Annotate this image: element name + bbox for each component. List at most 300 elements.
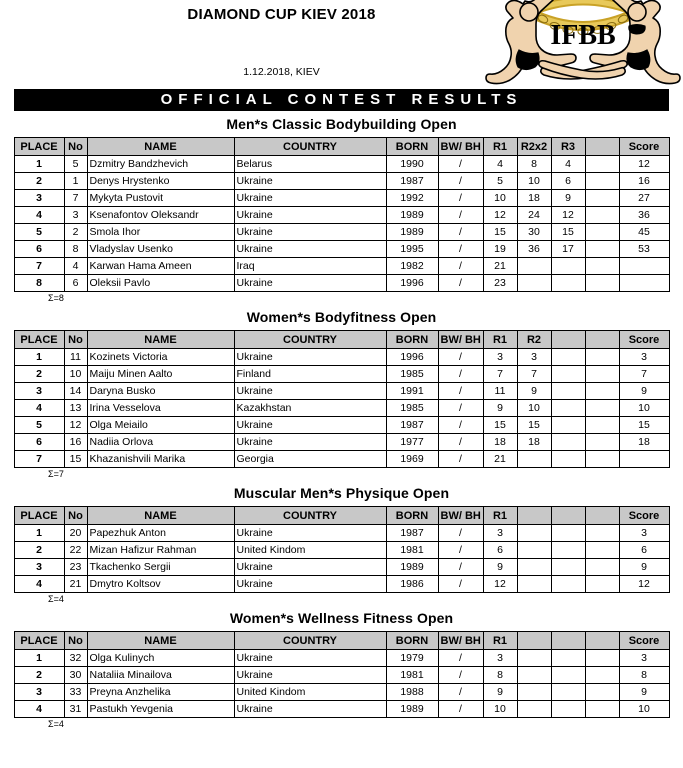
cell-no: 14 <box>64 383 87 400</box>
table-row <box>14 542 669 559</box>
cell-country: Ukraine <box>234 559 386 576</box>
cell-score: 3 <box>619 525 669 542</box>
cell-score: 3 <box>619 349 669 366</box>
column-header-place: PLACE <box>14 507 64 525</box>
cell-r3 <box>551 542 585 559</box>
cell-born: 1986 <box>386 576 438 593</box>
page-title: DIAMOND CUP KIEV 2018 <box>187 6 376 23</box>
entrant-count: Σ=4 <box>48 594 64 604</box>
table-row <box>14 701 669 718</box>
cell-name: Preyna Anzhelika <box>87 684 234 701</box>
cell-r3 <box>551 667 585 684</box>
cell-born: 1989 <box>386 207 438 224</box>
column-header-r2: R2x2 <box>517 138 551 156</box>
cell-place: 7 <box>14 258 64 275</box>
event-date: 1.12.2018, KIEV <box>243 66 320 78</box>
cell-bw-bh: / <box>438 258 483 275</box>
cell-extra <box>585 190 619 207</box>
cell-r1: 15 <box>483 224 517 241</box>
column-header-bw-bh: BW/ BH <box>438 331 483 349</box>
cell-r2: 24 <box>517 207 551 224</box>
cell-born: 1987 <box>386 173 438 190</box>
section-title: Women*s Wellness Fitness Open <box>229 610 454 626</box>
cell-extra <box>585 650 619 667</box>
cell-r2 <box>517 650 551 667</box>
cell-extra <box>585 451 619 468</box>
cell-no: 21 <box>64 576 87 593</box>
cell-place: 2 <box>14 173 64 190</box>
cell-name: Khazanishvili Marika <box>87 451 234 468</box>
cell-r3 <box>551 525 585 542</box>
cell-extra <box>585 525 619 542</box>
cell-bw-bh: / <box>438 156 483 173</box>
cell-r1: 9 <box>483 400 517 417</box>
cell-r1: 9 <box>483 559 517 576</box>
cell-extra <box>585 701 619 718</box>
cell-r1: 3 <box>483 650 517 667</box>
cell-r1: 6 <box>483 542 517 559</box>
cell-place: 3 <box>14 684 64 701</box>
table-row <box>14 451 669 468</box>
cell-score: 6 <box>619 542 669 559</box>
cell-no: 13 <box>64 400 87 417</box>
cell-bw-bh: / <box>438 366 483 383</box>
table-row <box>14 241 669 258</box>
cell-country: Iraq <box>234 258 386 275</box>
cell-extra <box>585 349 619 366</box>
column-header-country: COUNTRY <box>234 331 386 349</box>
entrant-count: Σ=4 <box>48 719 64 729</box>
column-header-r2 <box>517 632 551 650</box>
cell-score: 36 <box>619 207 669 224</box>
entrant-count: Σ=7 <box>48 469 64 479</box>
cell-born: 1989 <box>386 224 438 241</box>
cell-name: Vladyslav Usenko <box>87 241 234 258</box>
column-header-name: NAME <box>87 331 234 349</box>
cell-extra <box>585 207 619 224</box>
cell-extra <box>585 400 619 417</box>
cell-r3 <box>551 451 585 468</box>
cell-born: 1989 <box>386 701 438 718</box>
column-header-place: PLACE <box>14 331 64 349</box>
table-header-row <box>14 632 669 650</box>
cell-no: 4 <box>64 258 87 275</box>
cell-extra <box>585 224 619 241</box>
cell-r1: 19 <box>483 241 517 258</box>
table-row <box>14 207 669 224</box>
cell-no: 30 <box>64 667 87 684</box>
section-title: Men*s Classic Bodybuilding Open <box>226 116 457 132</box>
cell-name: Olga Kulinych <box>87 650 234 667</box>
cell-r2: 10 <box>517 400 551 417</box>
column-header-country: COUNTRY <box>234 138 386 156</box>
cell-born: 1969 <box>386 451 438 468</box>
official-contest-results-banner: OFFICIAL CONTEST RESULTS <box>14 89 669 111</box>
cell-bw-bh: / <box>438 701 483 718</box>
column-header-extra <box>585 507 619 525</box>
cell-r2 <box>517 701 551 718</box>
cell-country: Ukraine <box>234 434 386 451</box>
cell-name: Daryna Busko <box>87 383 234 400</box>
cell-r1: 7 <box>483 366 517 383</box>
cell-bw-bh: / <box>438 173 483 190</box>
cell-r1: 23 <box>483 275 517 292</box>
cell-r1: 12 <box>483 576 517 593</box>
cell-no: 12 <box>64 417 87 434</box>
cell-r3 <box>551 434 585 451</box>
column-header-place: PLACE <box>14 632 64 650</box>
cell-country: Ukraine <box>234 207 386 224</box>
cell-r3: 15 <box>551 224 585 241</box>
column-header-no: No <box>64 331 87 349</box>
cell-score <box>619 451 669 468</box>
cell-place: 6 <box>14 241 64 258</box>
cell-country: Ukraine <box>234 701 386 718</box>
cell-bw-bh: / <box>438 684 483 701</box>
cell-no: 32 <box>64 650 87 667</box>
cell-no: 10 <box>64 366 87 383</box>
cell-name: Kozinets Victoria <box>87 349 234 366</box>
column-header-bw-bh: BW/ BH <box>438 507 483 525</box>
cell-score: 16 <box>619 173 669 190</box>
cell-r3: 9 <box>551 190 585 207</box>
cell-bw-bh: / <box>438 207 483 224</box>
cell-r2 <box>517 275 551 292</box>
cell-name: Olga Meiailo <box>87 417 234 434</box>
cell-name: Smola Ihor <box>87 224 234 241</box>
cell-r2: 15 <box>517 417 551 434</box>
cell-country: Ukraine <box>234 275 386 292</box>
cell-bw-bh: / <box>438 542 483 559</box>
column-header-r1: R1 <box>483 331 517 349</box>
results-table <box>14 330 670 468</box>
cell-bw-bh: / <box>438 224 483 241</box>
cell-score <box>619 275 669 292</box>
cell-r2: 18 <box>517 434 551 451</box>
cell-born: 1985 <box>386 400 438 417</box>
cell-r3 <box>551 383 585 400</box>
cell-score: 9 <box>619 684 669 701</box>
cell-no: 33 <box>64 684 87 701</box>
cell-country: Ukraine <box>234 224 386 241</box>
cell-bw-bh: / <box>438 434 483 451</box>
cell-born: 1995 <box>386 241 438 258</box>
column-header-score: Score <box>619 632 669 650</box>
cell-no: 16 <box>64 434 87 451</box>
table-row <box>14 667 669 684</box>
table-row <box>14 258 669 275</box>
cell-r3 <box>551 400 585 417</box>
cell-name: Ksenafontov Oleksandr <box>87 207 234 224</box>
cell-r2 <box>517 542 551 559</box>
cell-no: 23 <box>64 559 87 576</box>
cell-no: 5 <box>64 156 87 173</box>
cell-r1: 15 <box>483 417 517 434</box>
ifbb-logo <box>483 0 683 90</box>
cell-place: 2 <box>14 542 64 559</box>
cell-r2 <box>517 258 551 275</box>
cell-no: 22 <box>64 542 87 559</box>
cell-no: 3 <box>64 207 87 224</box>
cell-extra <box>585 667 619 684</box>
cell-born: 1987 <box>386 525 438 542</box>
cell-r1: 12 <box>483 207 517 224</box>
cell-r2 <box>517 667 551 684</box>
cell-bw-bh: / <box>438 349 483 366</box>
results-sections <box>0 113 683 732</box>
cell-r3 <box>551 559 585 576</box>
column-header-no: No <box>64 138 87 156</box>
cell-bw-bh: / <box>438 525 483 542</box>
cell-r1: 3 <box>483 349 517 366</box>
cell-extra <box>585 173 619 190</box>
cell-no: 1 <box>64 173 87 190</box>
cell-name: Nataliia Minailova <box>87 667 234 684</box>
table-header-row <box>14 331 669 349</box>
cell-country: Ukraine <box>234 576 386 593</box>
cell-name: Maiju Minen Aalto <box>87 366 234 383</box>
cell-r3 <box>551 366 585 383</box>
cell-score: 7 <box>619 366 669 383</box>
table-row <box>14 400 669 417</box>
cell-place: 1 <box>14 525 64 542</box>
cell-born: 1981 <box>386 667 438 684</box>
cell-r3 <box>551 417 585 434</box>
cell-born: 1979 <box>386 650 438 667</box>
results-section <box>0 607 683 730</box>
cell-score: 3 <box>619 650 669 667</box>
results-table <box>14 631 670 718</box>
cell-extra <box>585 559 619 576</box>
cell-r2: 3 <box>517 349 551 366</box>
cell-bw-bh: / <box>438 559 483 576</box>
results-section <box>0 306 683 480</box>
cell-bw-bh: / <box>438 400 483 417</box>
cell-country: Ukraine <box>234 190 386 207</box>
table-row <box>14 349 669 366</box>
results-table <box>14 506 670 593</box>
cell-bw-bh: / <box>438 576 483 593</box>
cell-r3 <box>551 576 585 593</box>
cell-place: 4 <box>14 400 64 417</box>
column-header-country: COUNTRY <box>234 632 386 650</box>
column-header-r1: R1 <box>483 507 517 525</box>
column-header-born: BORN <box>386 507 438 525</box>
table-row <box>14 275 669 292</box>
cell-born: 1982 <box>386 258 438 275</box>
cell-r3 <box>551 701 585 718</box>
cell-bw-bh: / <box>438 275 483 292</box>
cell-bw-bh: / <box>438 451 483 468</box>
column-header-no: No <box>64 507 87 525</box>
column-header-r3: R3 <box>551 138 585 156</box>
column-header-r1: R1 <box>483 138 517 156</box>
cell-name: Dzmitry Bandzhevich <box>87 156 234 173</box>
cell-country: Ukraine <box>234 525 386 542</box>
results-section <box>0 482 683 605</box>
cell-r2 <box>517 559 551 576</box>
cell-r2: 9 <box>517 383 551 400</box>
column-header-r3 <box>551 507 585 525</box>
cell-bw-bh: / <box>438 650 483 667</box>
cell-country: Kazakhstan <box>234 400 386 417</box>
column-header-bw-bh: BW/ BH <box>438 632 483 650</box>
column-header-born: BORN <box>386 138 438 156</box>
column-header-name: NAME <box>87 507 234 525</box>
cell-r2: 18 <box>517 190 551 207</box>
column-header-score: Score <box>619 507 669 525</box>
cell-score: 8 <box>619 667 669 684</box>
page-header <box>0 0 683 90</box>
cell-r1: 8 <box>483 667 517 684</box>
cell-r2: 7 <box>517 366 551 383</box>
cell-born: 1996 <box>386 349 438 366</box>
cell-no: 2 <box>64 224 87 241</box>
table-row <box>14 383 669 400</box>
section-title: Muscular Men*s Physique Open <box>233 485 450 501</box>
cell-born: 1992 <box>386 190 438 207</box>
cell-extra <box>585 156 619 173</box>
section-title: Women*s Bodyfitness Open <box>246 309 437 325</box>
cell-score: 10 <box>619 701 669 718</box>
cell-place: 5 <box>14 224 64 241</box>
cell-name: Karwan Hama Ameen <box>87 258 234 275</box>
cell-born: 1987 <box>386 417 438 434</box>
cell-born: 1985 <box>386 366 438 383</box>
cell-no: 8 <box>64 241 87 258</box>
column-header-extra <box>585 138 619 156</box>
cell-r3 <box>551 258 585 275</box>
cell-r1: 3 <box>483 525 517 542</box>
cell-r1: 10 <box>483 701 517 718</box>
cell-score: 45 <box>619 224 669 241</box>
cell-born: 1990 <box>386 156 438 173</box>
cell-born: 1988 <box>386 684 438 701</box>
column-header-bw-bh: BW/ BH <box>438 138 483 156</box>
cell-r2 <box>517 684 551 701</box>
cell-extra <box>585 542 619 559</box>
table-row <box>14 156 669 173</box>
table-row <box>14 650 669 667</box>
cell-extra <box>585 434 619 451</box>
cell-r1: 21 <box>483 258 517 275</box>
results-table <box>14 137 670 292</box>
cell-r2: 36 <box>517 241 551 258</box>
column-header-name: NAME <box>87 632 234 650</box>
column-header-extra <box>585 331 619 349</box>
cell-r2 <box>517 525 551 542</box>
cell-bw-bh: / <box>438 417 483 434</box>
cell-r3 <box>551 650 585 667</box>
cell-place: 3 <box>14 559 64 576</box>
column-header-r2: R2 <box>517 331 551 349</box>
table-row <box>14 173 669 190</box>
cell-country: Belarus <box>234 156 386 173</box>
table-header-row <box>14 138 669 156</box>
cell-born: 1991 <box>386 383 438 400</box>
cell-score: 9 <box>619 559 669 576</box>
cell-no: 11 <box>64 349 87 366</box>
cell-country: Ukraine <box>234 241 386 258</box>
cell-born: 1977 <box>386 434 438 451</box>
cell-name: Denys Hrystenko <box>87 173 234 190</box>
cell-r2: 30 <box>517 224 551 241</box>
cell-country: Georgia <box>234 451 386 468</box>
cell-no: 6 <box>64 275 87 292</box>
cell-r1: 18 <box>483 434 517 451</box>
cell-place: 8 <box>14 275 64 292</box>
table-row <box>14 366 669 383</box>
cell-r3 <box>551 275 585 292</box>
cell-extra <box>585 275 619 292</box>
column-header-born: BORN <box>386 331 438 349</box>
cell-place: 4 <box>14 701 64 718</box>
cell-r3: 6 <box>551 173 585 190</box>
cell-r1: 21 <box>483 451 517 468</box>
cell-no: 20 <box>64 525 87 542</box>
table-row <box>14 559 669 576</box>
column-header-no: No <box>64 632 87 650</box>
cell-extra <box>585 576 619 593</box>
cell-bw-bh: / <box>438 667 483 684</box>
cell-country: Ukraine <box>234 383 386 400</box>
column-header-r3 <box>551 331 585 349</box>
column-header-place: PLACE <box>14 138 64 156</box>
cell-name: Tkachenko Sergii <box>87 559 234 576</box>
cell-score: 12 <box>619 576 669 593</box>
entrant-count: Σ=8 <box>48 293 64 303</box>
cell-place: 3 <box>14 383 64 400</box>
table-header-row <box>14 507 669 525</box>
cell-r1: 10 <box>483 190 517 207</box>
cell-score: 53 <box>619 241 669 258</box>
cell-no: 15 <box>64 451 87 468</box>
cell-r1: 5 <box>483 173 517 190</box>
cell-born: 1996 <box>386 275 438 292</box>
cell-place: 7 <box>14 451 64 468</box>
cell-extra <box>585 366 619 383</box>
cell-place: 6 <box>14 434 64 451</box>
table-row <box>14 576 669 593</box>
cell-r3 <box>551 684 585 701</box>
cell-name: Nadiia Orlova <box>87 434 234 451</box>
column-header-born: BORN <box>386 632 438 650</box>
cell-born: 1989 <box>386 559 438 576</box>
cell-country: Ukraine <box>234 417 386 434</box>
column-header-r3 <box>551 632 585 650</box>
cell-place: 3 <box>14 190 64 207</box>
cell-r3: 4 <box>551 156 585 173</box>
cell-r1: 4 <box>483 156 517 173</box>
cell-r3: 17 <box>551 241 585 258</box>
cell-place: 2 <box>14 366 64 383</box>
column-header-score: Score <box>619 138 669 156</box>
cell-score: 27 <box>619 190 669 207</box>
cell-score: 10 <box>619 400 669 417</box>
cell-r2 <box>517 576 551 593</box>
cell-r1: 11 <box>483 383 517 400</box>
table-row <box>14 684 669 701</box>
cell-place: 4 <box>14 576 64 593</box>
cell-place: 5 <box>14 417 64 434</box>
cell-r2: 10 <box>517 173 551 190</box>
cell-country: United Kindom <box>234 684 386 701</box>
cell-r3 <box>551 349 585 366</box>
cell-r3: 12 <box>551 207 585 224</box>
cell-r2: 8 <box>517 156 551 173</box>
cell-score: 9 <box>619 383 669 400</box>
cell-name: Mizan Hafizur Rahman <box>87 542 234 559</box>
